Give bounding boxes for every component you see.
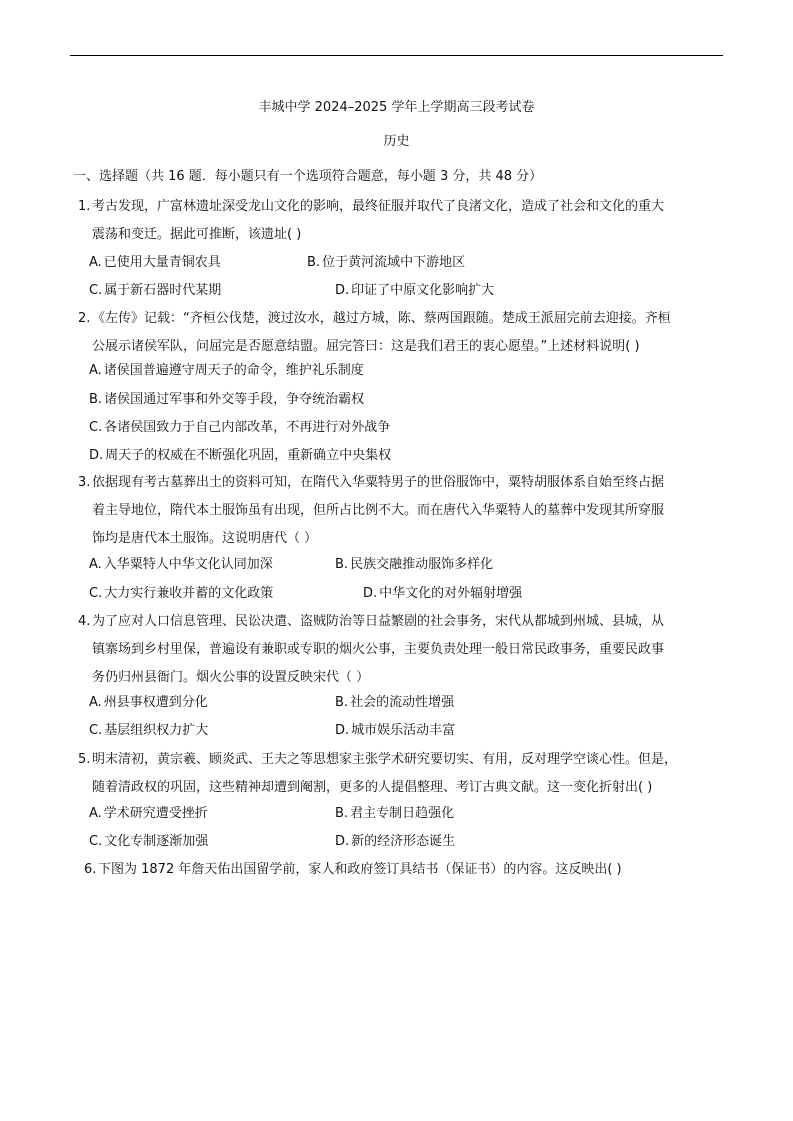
option-b: B. 君主专制日趋强化 <box>335 806 455 821</box>
header-rule <box>70 55 723 56</box>
question-line: 饰均是唐代本土服饰。这说明唐代（ ） <box>92 531 318 546</box>
question-line: 依据现有考古墓葬出土的资料可知，在隋代入华粟特男子的世俗服饰中，粟特胡服体系自始至终占据 <box>92 475 665 490</box>
exam-title: 丰城中学 2024–2025 学年上学期高三段考试卷 <box>258 100 535 115</box>
option-b: B. 民族交融推动服饰多样化 <box>335 557 494 572</box>
question-1 <box>78 193 718 249</box>
question-4 <box>78 608 718 692</box>
option-c: C. 属于新石器时代某期 <box>89 283 222 298</box>
option-b: B. 位于黄河流域中下游地区 <box>307 255 466 270</box>
option-c: C. 大力实行兼收并蓄的文化政策 <box>89 586 274 601</box>
question-5 <box>78 746 718 802</box>
option-a: A. 学术研究遭受挫折 <box>89 806 208 821</box>
option-a: A. 已使用大量青铜农具 <box>89 255 221 270</box>
option-c: C. 基层组织权力扩大 <box>89 723 209 738</box>
question-line: 明末清初，黄宗羲、顾炎武、王夫之等思想家主张学术研究要切实、有用，反对理学空谈心性。但是， <box>92 752 678 767</box>
option-b: B. 诸侯国通过军事和外交等手段，争夺统治霸权 <box>89 392 365 407</box>
subject-title: 历史 <box>383 134 410 149</box>
option-a: A. 诸侯国普遍遵守周天子的命令，维护礼乐制度 <box>89 363 364 378</box>
question-line: 务仍归州县衙门。烟火公事的设置反映宋代（ ） <box>92 670 370 685</box>
question-number: 2. <box>78 311 91 326</box>
question-line: 着主导地位，隋代本土服饰虽有出现，但所占比例不大。而在唐代入华粟特人的墓葬中发现其所穿服 <box>92 503 665 518</box>
section-heading: 一、选择题（共 16 题．每小题只有一个选项符合题意，每小题 3 分，共 48 分） <box>73 169 543 184</box>
option-c: C. 文化专制逐渐加强 <box>89 834 209 849</box>
question-line: 随着清政权的巩固，这些精神却遭到阉割，更多的人提倡整理、考订古典文献。这一变化折射出( ) <box>92 780 653 795</box>
question-2 <box>78 305 718 361</box>
question-number: 6. <box>84 862 97 877</box>
question-line: 《左传》记载：“齐桓公伐楚，渡过汝水，越过方城，陈、蔡两国跟随。楚成王派屈完前去迎接。齐桓 <box>92 311 671 326</box>
question-line: 考古发现，广富林遗址深受龙山文化的影响，最终征服并取代了良渚文化，造成了社会和文化的重大 <box>92 199 665 214</box>
option-a: A. 州县事权遭到分化 <box>89 695 208 710</box>
question-line: 公展示诸侯军队，问屈完是否愿意结盟。屈完答曰：这是我们君王的衷心愿望。”上述材料说明( ) <box>92 339 640 354</box>
question-number: 5. <box>78 752 91 767</box>
question-number: 4. <box>78 614 91 629</box>
question-number: 3. <box>78 475 91 490</box>
question-line: 为了应对人口信息管理、民讼决遣、盗贼防治等日益繁剧的社会事务，宋代从都城到州城、县城，从 <box>92 614 665 629</box>
option-b: B. 社会的流动性增强 <box>335 695 455 710</box>
option-d: D. 印证了中原文化影响扩大 <box>335 283 495 298</box>
question-3 <box>78 469 718 553</box>
question-line: 震荡和变迁。据此可推断，该遗址( ) <box>92 227 302 242</box>
option-c: C. 各诸侯国致力于自己内部改革，不再进行对外战争 <box>89 420 391 435</box>
option-d: D. 新的经济形态诞生 <box>335 834 456 849</box>
question-number: 1. <box>78 199 91 214</box>
option-a: A. 入华粟特人中华文化认同加深 <box>89 557 273 572</box>
question-line: 下图为 1872 年詹天佑出国留学前，家人和政府签订具结书（保证书）的内容。这反映出( ) <box>98 862 622 877</box>
question-line: 镇寨场到乡村里保，普遍设有兼职或专职的烟火公事，主要负责处理一般日常民政事务，重要民政事 <box>92 642 665 657</box>
option-d: D. 中华文化的对外辐射增强 <box>363 586 523 601</box>
question-6 <box>84 856 724 884</box>
option-d: D. 周天子的权威在不断强化巩固，重新确立中央集权 <box>89 448 392 463</box>
option-d: D. 城市娱乐活动丰富 <box>335 723 456 738</box>
